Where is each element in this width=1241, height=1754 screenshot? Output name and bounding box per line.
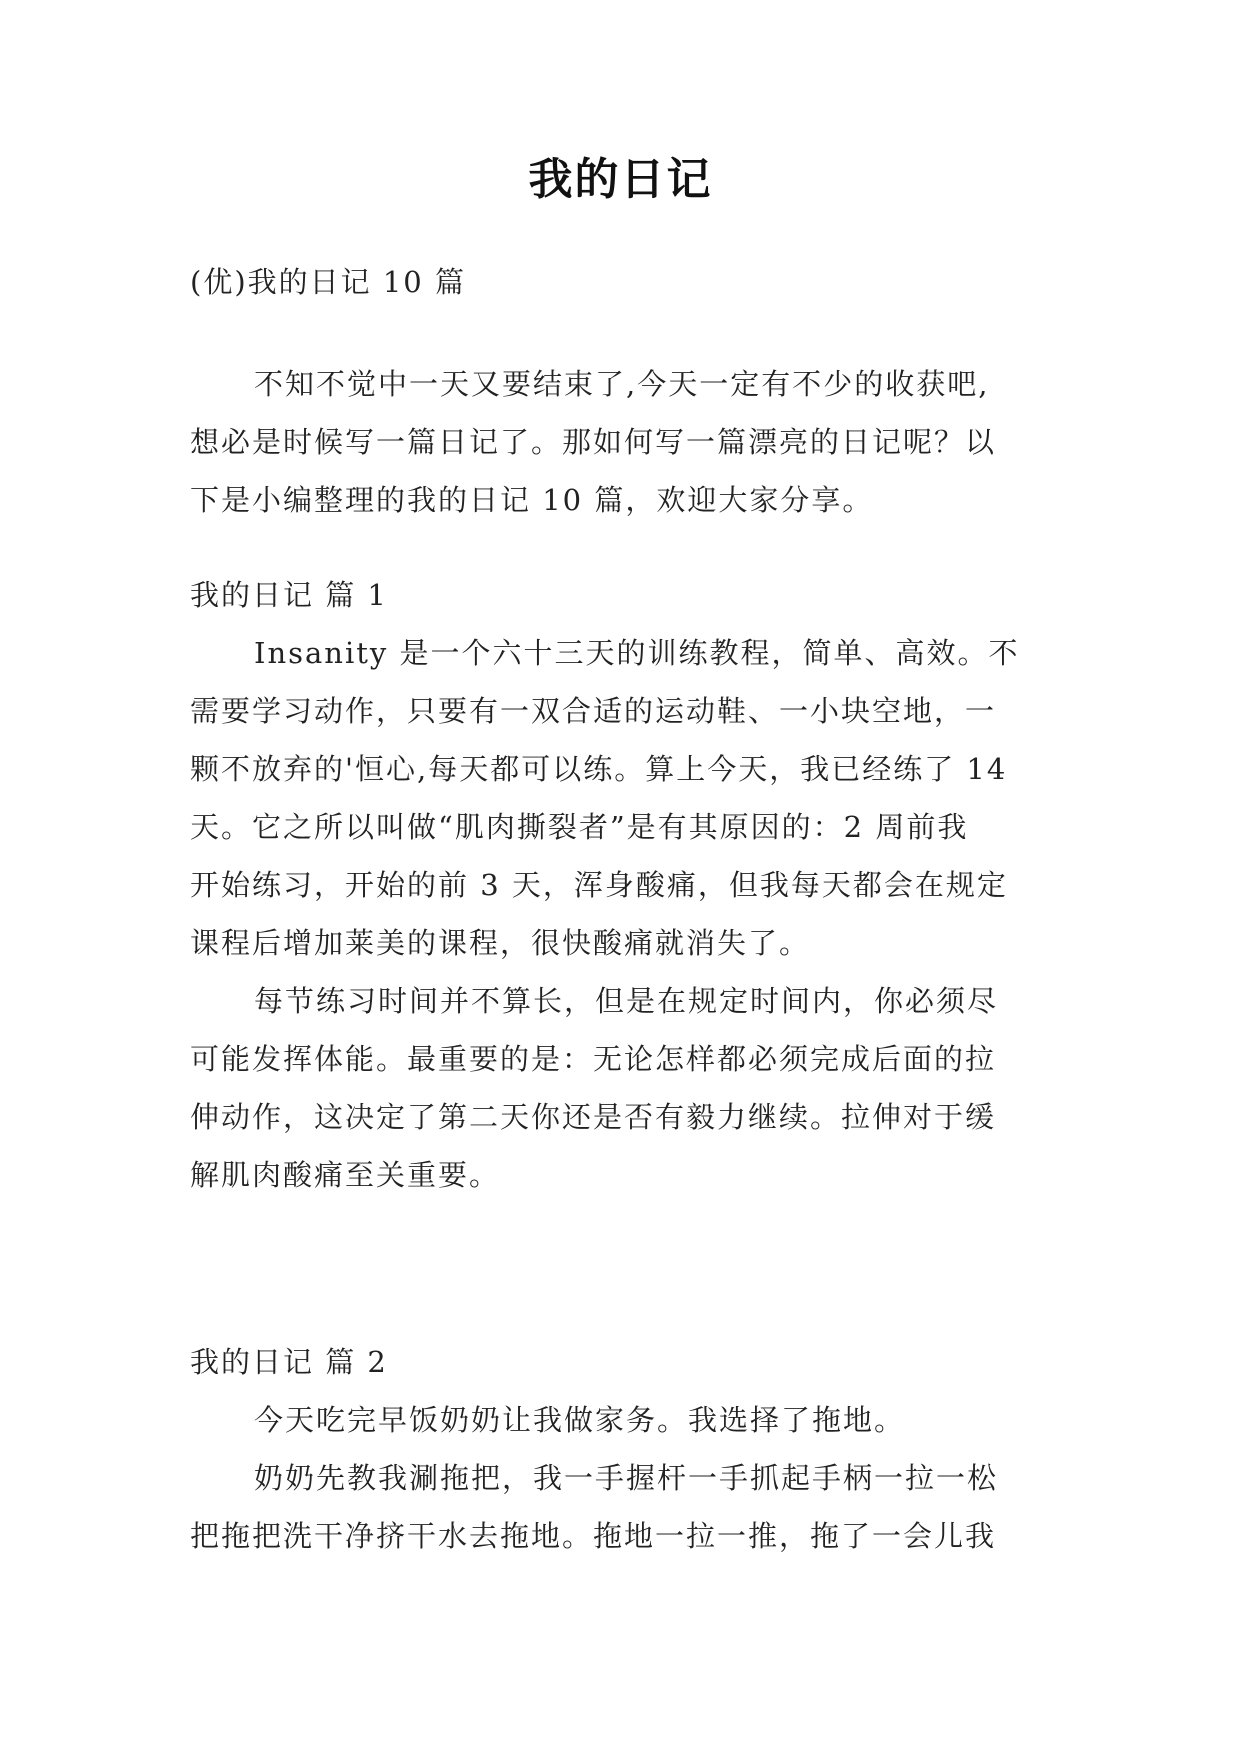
section-1 (190, 566, 1052, 1204)
intro-line: 下是小编整理的我的日记 10 篇，欢迎大家分享。 (190, 483, 874, 517)
document-title: 我的日记 (528, 154, 713, 205)
subtitle-line: (优)我的日记 10 篇 (190, 265, 466, 299)
intro-line: 想必是时候写一篇日记了。那如何写一篇漂亮的日记呢？以 (190, 425, 997, 459)
paragraph-line: 开始练习，开始的前 3 天，浑身酸痛，但我每天都会在规定 (190, 868, 1008, 902)
paragraph-line: 需要学习动作，只要有一双合适的运动鞋、一小块空地，一 (190, 694, 997, 728)
section-heading: 我的日记 篇 2 (190, 1345, 388, 1379)
paragraph-line: 颗不放弃的'恒心,每天都可以练。算上今天，我已经练了 14 (190, 752, 1008, 786)
section-2 (190, 1333, 1052, 1565)
paragraph-line: 把拖把洗干净挤干水去拖地。拖地一拉一推，拖了一会儿我 (190, 1519, 997, 1553)
paragraph-line: 可能发挥体能。最重要的是：无论怎样都必须完成后面的拉 (190, 1042, 997, 1076)
document-subtitle (190, 253, 1052, 311)
section-heading: 我的日记 篇 1 (190, 578, 388, 612)
paragraph-line: 伸动作，这决定了第二天你还是否有毅力继续。拉伸对于缓 (190, 1100, 997, 1134)
paragraph-line: 奶奶先教我涮拖把，我一手握杆一手抓起手柄一拉一松 (254, 1461, 999, 1495)
intro-paragraph (190, 355, 1052, 529)
intro-line: 不知不觉中一天又要结束了,今天一定有不少的收获吧, (254, 367, 990, 401)
paragraph-line: 天。它之所以叫做“肌肉撕裂者”是有其原因的：2 周前我 (190, 810, 969, 844)
paragraph-line: 解肌肉酸痛至关重要。 (190, 1158, 501, 1192)
paragraph-line: Insanity 是一个六十三天的训练教程，简单、高效。不 (254, 636, 1020, 670)
paragraph-line: 每节练习时间并不算长，但是在规定时间内，你必须尽 (254, 984, 999, 1018)
paragraph-line: 今天吃完早饭奶奶让我做家务。我选择了拖地。 (254, 1403, 906, 1437)
paragraph-line: 课程后增加莱美的课程，很快酸痛就消失了。 (190, 926, 811, 960)
